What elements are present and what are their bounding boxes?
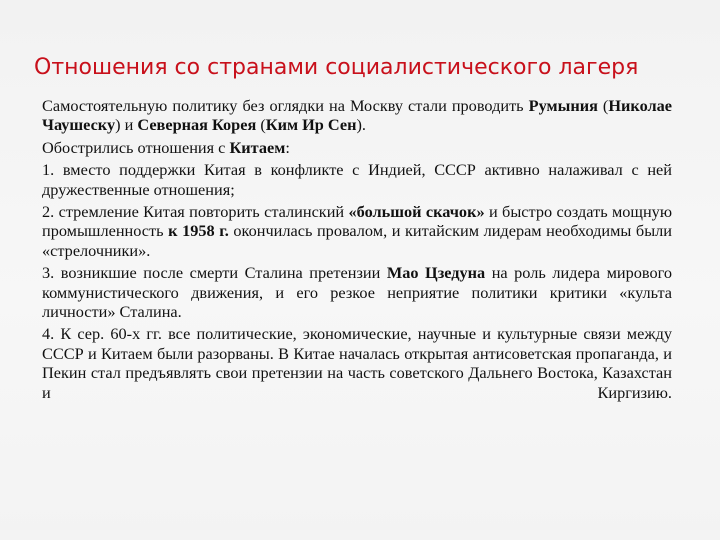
text: ) и [115, 115, 138, 135]
slide-body [42, 96, 672, 405]
text: окончилась провалом, и китайским лидерам необходимы были «стрелочники». [42, 221, 672, 260]
text: ( [597, 96, 609, 115]
paragraph-independent-policy [42, 96, 672, 135]
text: 2. стремление Китая повторить сталинский [42, 202, 349, 222]
leader-ceausescu: Николае Чаушеску [42, 96, 672, 135]
leader-kim-il-sung: Ким Ир Сен [265, 115, 357, 135]
text: : [285, 137, 290, 157]
text: ). [356, 115, 366, 135]
text: 1. вместо поддержки Китая в конфликте с Индией, СССР активно налаживал с ней дружественные отношения; [42, 160, 672, 199]
point-4 [42, 324, 672, 402]
text: ( [256, 115, 266, 135]
point-2 [42, 202, 672, 260]
slide-title: Отношения со странами социалистического лагеря [34, 55, 639, 80]
country-north-korea: Северная Корея [137, 115, 257, 135]
point-1 [42, 160, 672, 199]
leader-mao: Мао Цзедуна [386, 263, 486, 283]
great-leap: «большой скачок» [348, 202, 485, 222]
text: 3. возникшие после смерти Сталина претензии [42, 263, 387, 283]
text: 4. К сер. 60-х гг. все политические, экономические, научные и культурные связи между СССР и Китаем были разорваны. В Китае началась открытая антисоветская пропаганда, и Пекин стал предъявлять свои претензии на часть советского Дальнего Востока, Казахстан и Киргизию. [42, 324, 672, 402]
text: на роль лидера мирового коммунистического движения, и его резкое неприятие политики критики «культа личности» Сталина. [42, 263, 672, 322]
text: Самостоятельную политику без оглядки на Москву стали проводить [42, 96, 529, 115]
text: и быстро создать мощную промышленность [42, 202, 672, 241]
paragraph-china-relations [42, 138, 672, 157]
country-china: Китаем [229, 137, 286, 157]
year-1958: к 1958 г. [168, 221, 229, 241]
text: Обострились отношения с [42, 137, 230, 157]
country-romania: Румыния [528, 96, 598, 115]
point-3 [42, 263, 672, 321]
